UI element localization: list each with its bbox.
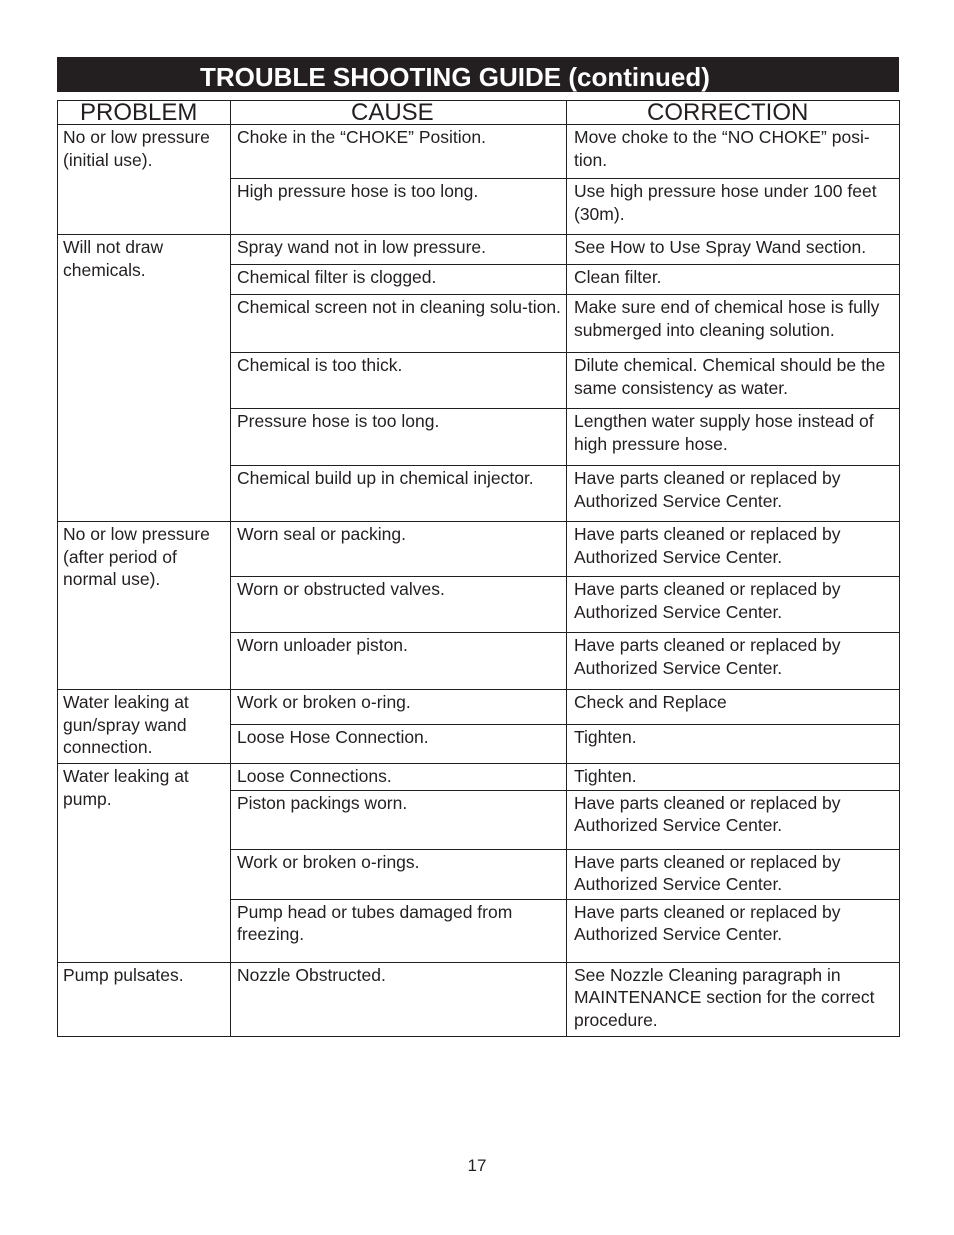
cause-cell: Loose Hose Connection.: [231, 725, 567, 764]
cause-cell: Spray wand not in low pressure.: [231, 235, 567, 265]
correction-cell: Lengthen water supply hose instead of high pressure hose.: [567, 409, 900, 466]
cause-cell: Worn unloader piston.: [231, 633, 567, 690]
correction-cell: Make sure end of chemical hose is fully submerged into cleaning solution.: [567, 295, 900, 353]
header-problem: PROBLEM: [58, 101, 231, 125]
cause-cell: Nozzle Obstructed.: [231, 962, 567, 1036]
cause-cell: Chemical filter is clogged.: [231, 265, 567, 295]
correction-cell: See How to Use Spray Wand section.: [567, 235, 900, 265]
correction-cell: Have parts cleaned or replaced by Authorized Service Center.: [567, 577, 900, 633]
correction-cell: Use high pressure hose under 100 feet (30m).: [567, 179, 900, 235]
correction-cell: See Nozzle Cleaning paragraph in MAINTENANCE section for the correct procedure.: [567, 962, 900, 1036]
correction-cell: Have parts cleaned or replaced by Authorized Service Center.: [567, 466, 900, 522]
correction-cell: Have parts cleaned or replaced by Authorized Service Center.: [567, 522, 900, 577]
cause-cell: Choke in the “CHOKE” Position.: [231, 125, 567, 179]
cause-cell: Worn seal or packing.: [231, 522, 567, 577]
correction-cell: Tighten.: [567, 764, 900, 791]
correction-cell: Have parts cleaned or replaced by Authorized Service Center.: [567, 633, 900, 690]
cause-cell: Pump head or tubes damaged from freezing.: [231, 899, 567, 962]
correction-cell: Have parts cleaned or replaced by Authorized Service Center.: [567, 790, 900, 849]
problem-cell: Will not draw chemicals.: [58, 235, 231, 522]
page-number: 17: [467, 1156, 487, 1175]
cause-cell: Chemical screen not in cleaning solu-tion.: [231, 295, 567, 353]
problem-cell: Water leaking at pump.: [58, 764, 231, 963]
cause-cell: Chemical build up in chemical injector.: [231, 466, 567, 522]
table-row: [58, 690, 900, 725]
problem-cell: Water leaking at gun/spray wand connection.: [58, 690, 231, 764]
correction-cell: Tighten.: [567, 725, 900, 764]
cause-cell: Pressure hose is too long.: [231, 409, 567, 466]
cause-cell: Loose Connections.: [231, 764, 567, 791]
table-row: [58, 125, 900, 179]
cause-cell: Chemical is too thick.: [231, 353, 567, 409]
correction-cell: Have parts cleaned or replaced by Authorized Service Center.: [567, 899, 900, 962]
table-row: [58, 235, 900, 265]
problem-cell: No or low pressure (initial use).: [58, 125, 231, 235]
correction-cell: Move choke to the “NO CHOKE” posi-tion.: [567, 125, 900, 179]
table-row: [58, 522, 900, 577]
problem-cell: Pump pulsates.: [58, 962, 231, 1036]
table-row: [58, 764, 900, 791]
trouble-shooting-table: [57, 100, 900, 1037]
header-correction: CORRECTION: [567, 101, 900, 125]
cause-cell: Work or broken o-rings.: [231, 849, 567, 899]
table-row: [58, 962, 900, 1036]
correction-cell: Clean filter.: [567, 265, 900, 295]
cause-cell: High pressure hose is too long.: [231, 179, 567, 235]
correction-cell: Check and Replace: [567, 690, 900, 725]
cause-cell: Worn or obstructed valves.: [231, 577, 567, 633]
cause-cell: Piston packings worn.: [231, 790, 567, 849]
correction-cell: Have parts cleaned or replaced by Authorized Service Center.: [567, 849, 900, 899]
cause-cell: Work or broken o-ring.: [231, 690, 567, 725]
header-cause: CAUSE: [231, 101, 567, 125]
page-title: TROUBLE SHOOTING GUIDE (continued): [57, 57, 899, 92]
problem-cell: No or low pressure (after period of normal use).: [58, 522, 231, 690]
table-header-row: [58, 101, 900, 125]
correction-cell: Dilute chemical. Chemical should be the same consistency as water.: [567, 353, 900, 409]
